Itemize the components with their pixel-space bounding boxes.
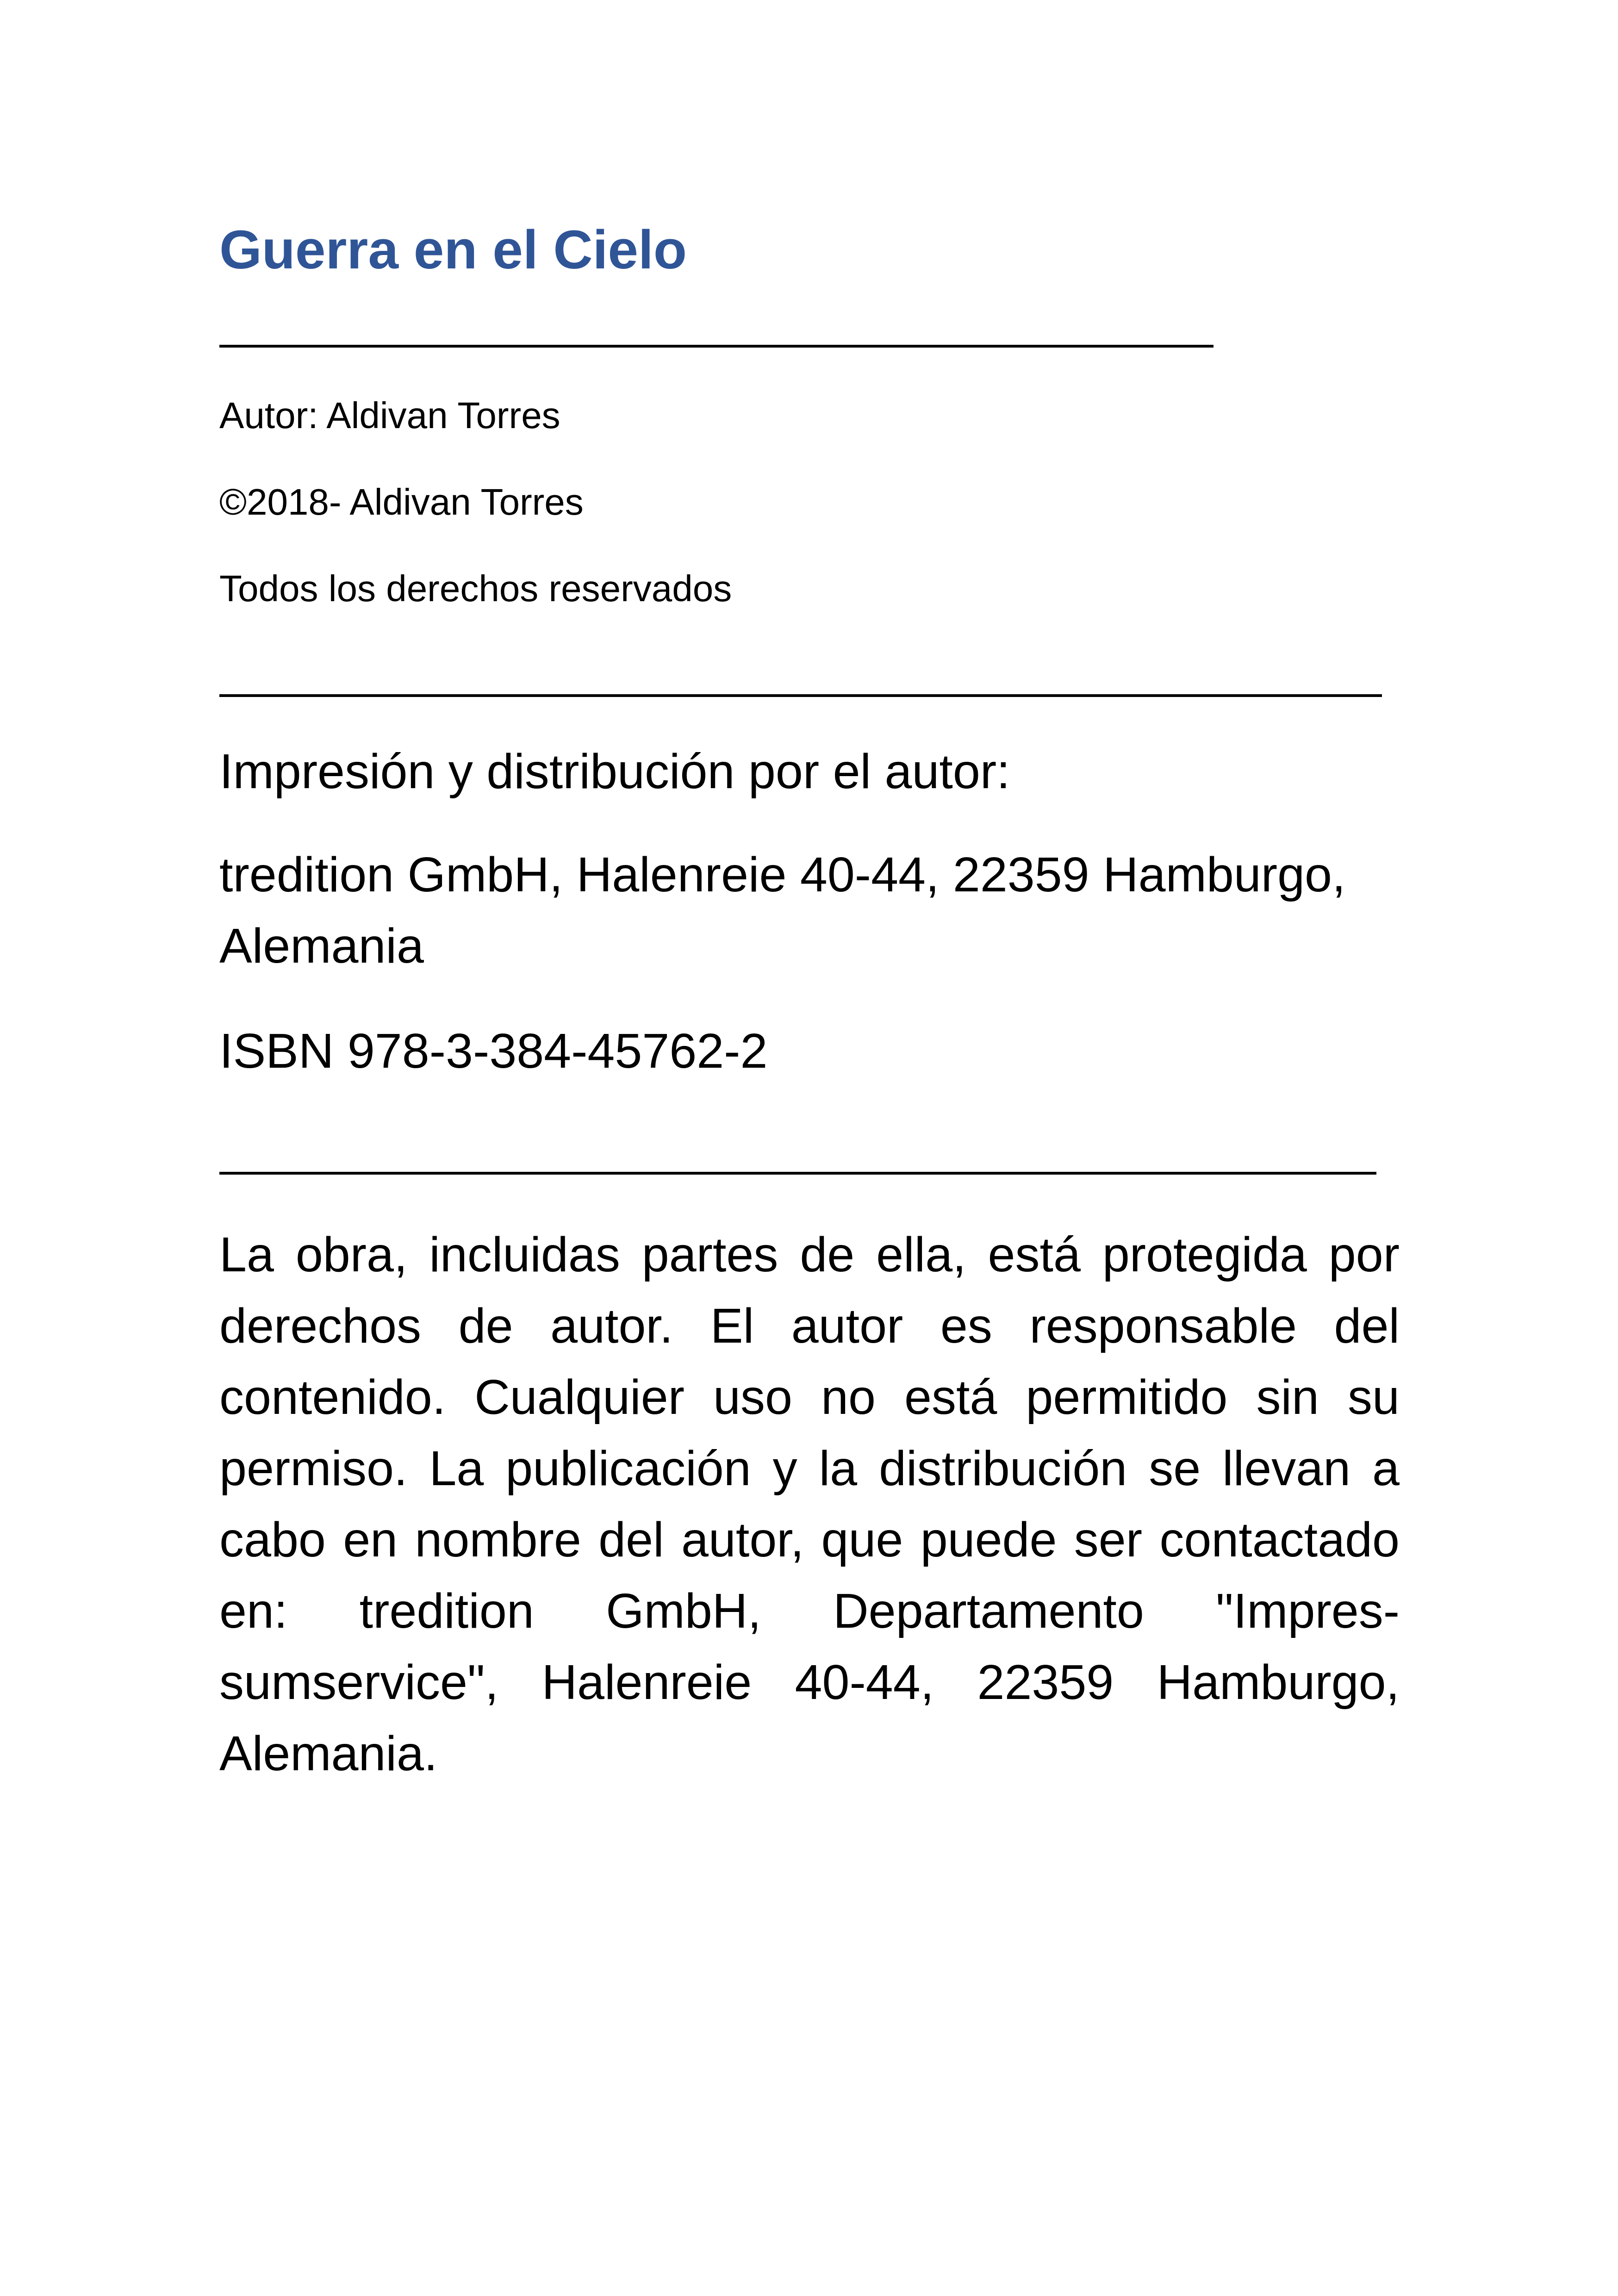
notice-line: contenido. Cualquier uso no está permitido sin su bbox=[219, 1370, 1400, 1425]
copyright-notice bbox=[219, 1219, 1400, 1789]
author-line: Autor: Aldivan Torres bbox=[219, 395, 560, 436]
isbn-line: ISBN 978-3-384-45762-2 bbox=[219, 1024, 768, 1078]
publisher-address-line: tredition GmbH, Halenreie 40-44, 22359 Hamburgo, bbox=[219, 847, 1346, 902]
notice-line: permiso. La publicación y la distribución se llevan a bbox=[219, 1441, 1400, 1496]
notice-line: Alemania. bbox=[219, 1726, 438, 1781]
notice-line: derechos de autor. El autor es responsable del bbox=[219, 1299, 1400, 1353]
book-title: Guerra en el Cielo bbox=[219, 219, 687, 280]
divider-line bbox=[219, 694, 1382, 697]
notice-line: cabo en nombre del autor, que puede ser contactado bbox=[219, 1512, 1400, 1567]
publisher-heading: Impresión y distribución por el autor: bbox=[219, 744, 1010, 799]
publisher-address-line: Alemania bbox=[219, 919, 424, 973]
rights-line: Todos los derechos reservados bbox=[219, 568, 732, 609]
notice-line: sumservice", Halenreie 40-44, 22359 Hamburgo, bbox=[219, 1655, 1400, 1710]
notice-line: en: tredition GmbH, Departamento "Impres- bbox=[219, 1584, 1400, 1638]
divider-line bbox=[219, 345, 1214, 348]
notice-line: La obra, incluidas partes de ella, está protegida por bbox=[219, 1227, 1400, 1282]
copyright-line: ©2018- Aldivan Torres bbox=[219, 481, 584, 523]
divider-line bbox=[219, 1172, 1376, 1175]
